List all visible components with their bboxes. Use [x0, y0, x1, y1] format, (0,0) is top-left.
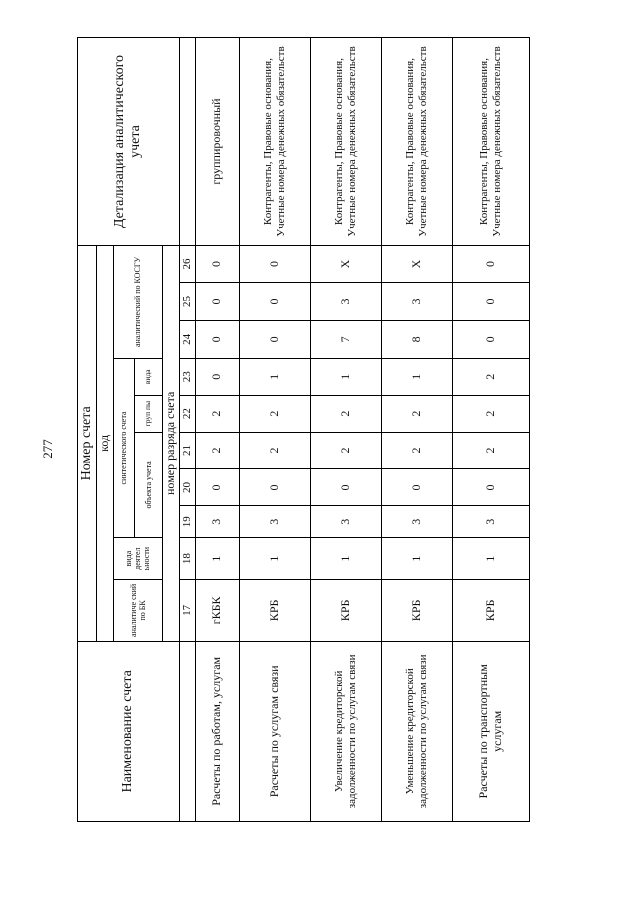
cell: 0 — [239, 469, 310, 506]
detail-cell: группировочный — [195, 38, 239, 246]
detail-cell: Контрагенты, Правовые основания, Учетные номера денежных обязательств — [310, 38, 381, 246]
cell: 2 — [195, 432, 239, 469]
cell: 8 — [381, 320, 452, 358]
cell: 2 — [195, 395, 239, 432]
cell: 0 — [239, 283, 310, 321]
header-analytical-bk: аналитиче ский по БК — [113, 580, 162, 641]
header-analytical-kosgu: аналитический по КОСГУ — [113, 246, 162, 359]
header-accounting-object: объекта учета — [134, 432, 162, 538]
header-activity-type: вида деятел ьности — [113, 538, 162, 580]
digits-row-blank — [179, 641, 195, 821]
digit-cell: 18 — [179, 538, 195, 580]
table-row — [452, 38, 529, 822]
cell: X — [310, 246, 381, 283]
cell: 1 — [195, 538, 239, 580]
cell: 3 — [239, 506, 310, 538]
table-row — [310, 38, 381, 822]
table-row — [381, 38, 452, 822]
cell: 1 — [310, 538, 381, 580]
header-digit-number: номер разряда счета — [162, 246, 179, 642]
cell: 2 — [452, 395, 529, 432]
detail-cell: Контрагенты, Правовые основания, Учетные номера денежных обязательств — [381, 38, 452, 246]
detail-cell: Контрагенты, Правовые основания, Учетные номера денежных обязательств — [239, 38, 310, 246]
cell: 2 — [452, 358, 529, 395]
cell: 1 — [381, 358, 452, 395]
cell: 0 — [381, 469, 452, 506]
cell: КРБ — [239, 580, 310, 641]
cell: 0 — [452, 469, 529, 506]
cell: 0 — [195, 469, 239, 506]
cell: 2 — [239, 395, 310, 432]
cell: КРБ — [310, 580, 381, 641]
detail-cell: Контрагенты, Правовые основания, Учетные номера денежных обязательств — [452, 38, 529, 246]
digits-row-blank — [179, 38, 195, 246]
table-row — [239, 38, 310, 822]
cell: КРБ — [452, 580, 529, 641]
account-name: Расчеты по работам, услугам — [195, 641, 239, 821]
cell: КРБ — [381, 580, 452, 641]
cell: 1 — [381, 538, 452, 580]
cell: 1 — [310, 358, 381, 395]
header-code: код — [97, 246, 114, 642]
cell: 2 — [381, 432, 452, 469]
digit-cell: 26 — [179, 246, 195, 283]
table-row — [195, 38, 239, 822]
header-group: груп пы — [134, 395, 162, 432]
cell: 2 — [310, 395, 381, 432]
cell: 3 — [452, 506, 529, 538]
cell: 0 — [452, 320, 529, 358]
cell: 1 — [452, 538, 529, 580]
account-name: Увеличение кредиторской задолженности по услугам связи — [310, 641, 381, 821]
account-name: Расчеты по услугам связи — [239, 641, 310, 821]
header-synthetic: синтетического счета — [113, 358, 134, 537]
cell: 0 — [310, 469, 381, 506]
digit-cell: 23 — [179, 358, 195, 395]
digit-cell: 20 — [179, 469, 195, 506]
header-account-number: Номер счета — [78, 246, 97, 642]
cell: 0 — [452, 246, 529, 283]
header-kind: вида — [134, 358, 162, 395]
cell: 3 — [310, 506, 381, 538]
cell: X — [381, 246, 452, 283]
cell: 7 — [310, 320, 381, 358]
digit-cell: 24 — [179, 320, 195, 358]
cell: 2 — [381, 395, 452, 432]
account-name: Уменьшение кредиторской задолженности по услугам связи — [381, 641, 452, 821]
cell: 0 — [195, 358, 239, 395]
cell: 2 — [310, 432, 381, 469]
cell: 0 — [452, 283, 529, 321]
cell: 3 — [310, 283, 381, 321]
header-detail: Детализация аналитического учета — [78, 38, 180, 246]
accounts-table — [77, 37, 530, 822]
cell: 0 — [195, 320, 239, 358]
digit-cell: 25 — [179, 283, 195, 321]
digit-cell: 21 — [179, 432, 195, 469]
digit-cell: 17 — [179, 580, 195, 641]
cell: 3 — [381, 506, 452, 538]
cell: 3 — [381, 283, 452, 321]
digit-cell: 22 — [179, 395, 195, 432]
cell: 2 — [452, 432, 529, 469]
cell: 1 — [239, 538, 310, 580]
page-number: 277 — [40, 439, 55, 459]
digits-row — [179, 38, 195, 822]
header-account-name: Наименование счета — [78, 641, 180, 821]
cell: гКБК — [195, 580, 239, 641]
cell: 0 — [195, 246, 239, 283]
cell: 1 — [239, 358, 310, 395]
cell: 3 — [195, 506, 239, 538]
cell: 0 — [239, 320, 310, 358]
account-name: Расчеты по транспортным услугам — [452, 641, 529, 821]
cell: 0 — [239, 246, 310, 283]
digit-cell: 19 — [179, 506, 195, 538]
rotated-table-container — [77, 37, 526, 822]
cell: 2 — [239, 432, 310, 469]
cell: 0 — [195, 283, 239, 321]
